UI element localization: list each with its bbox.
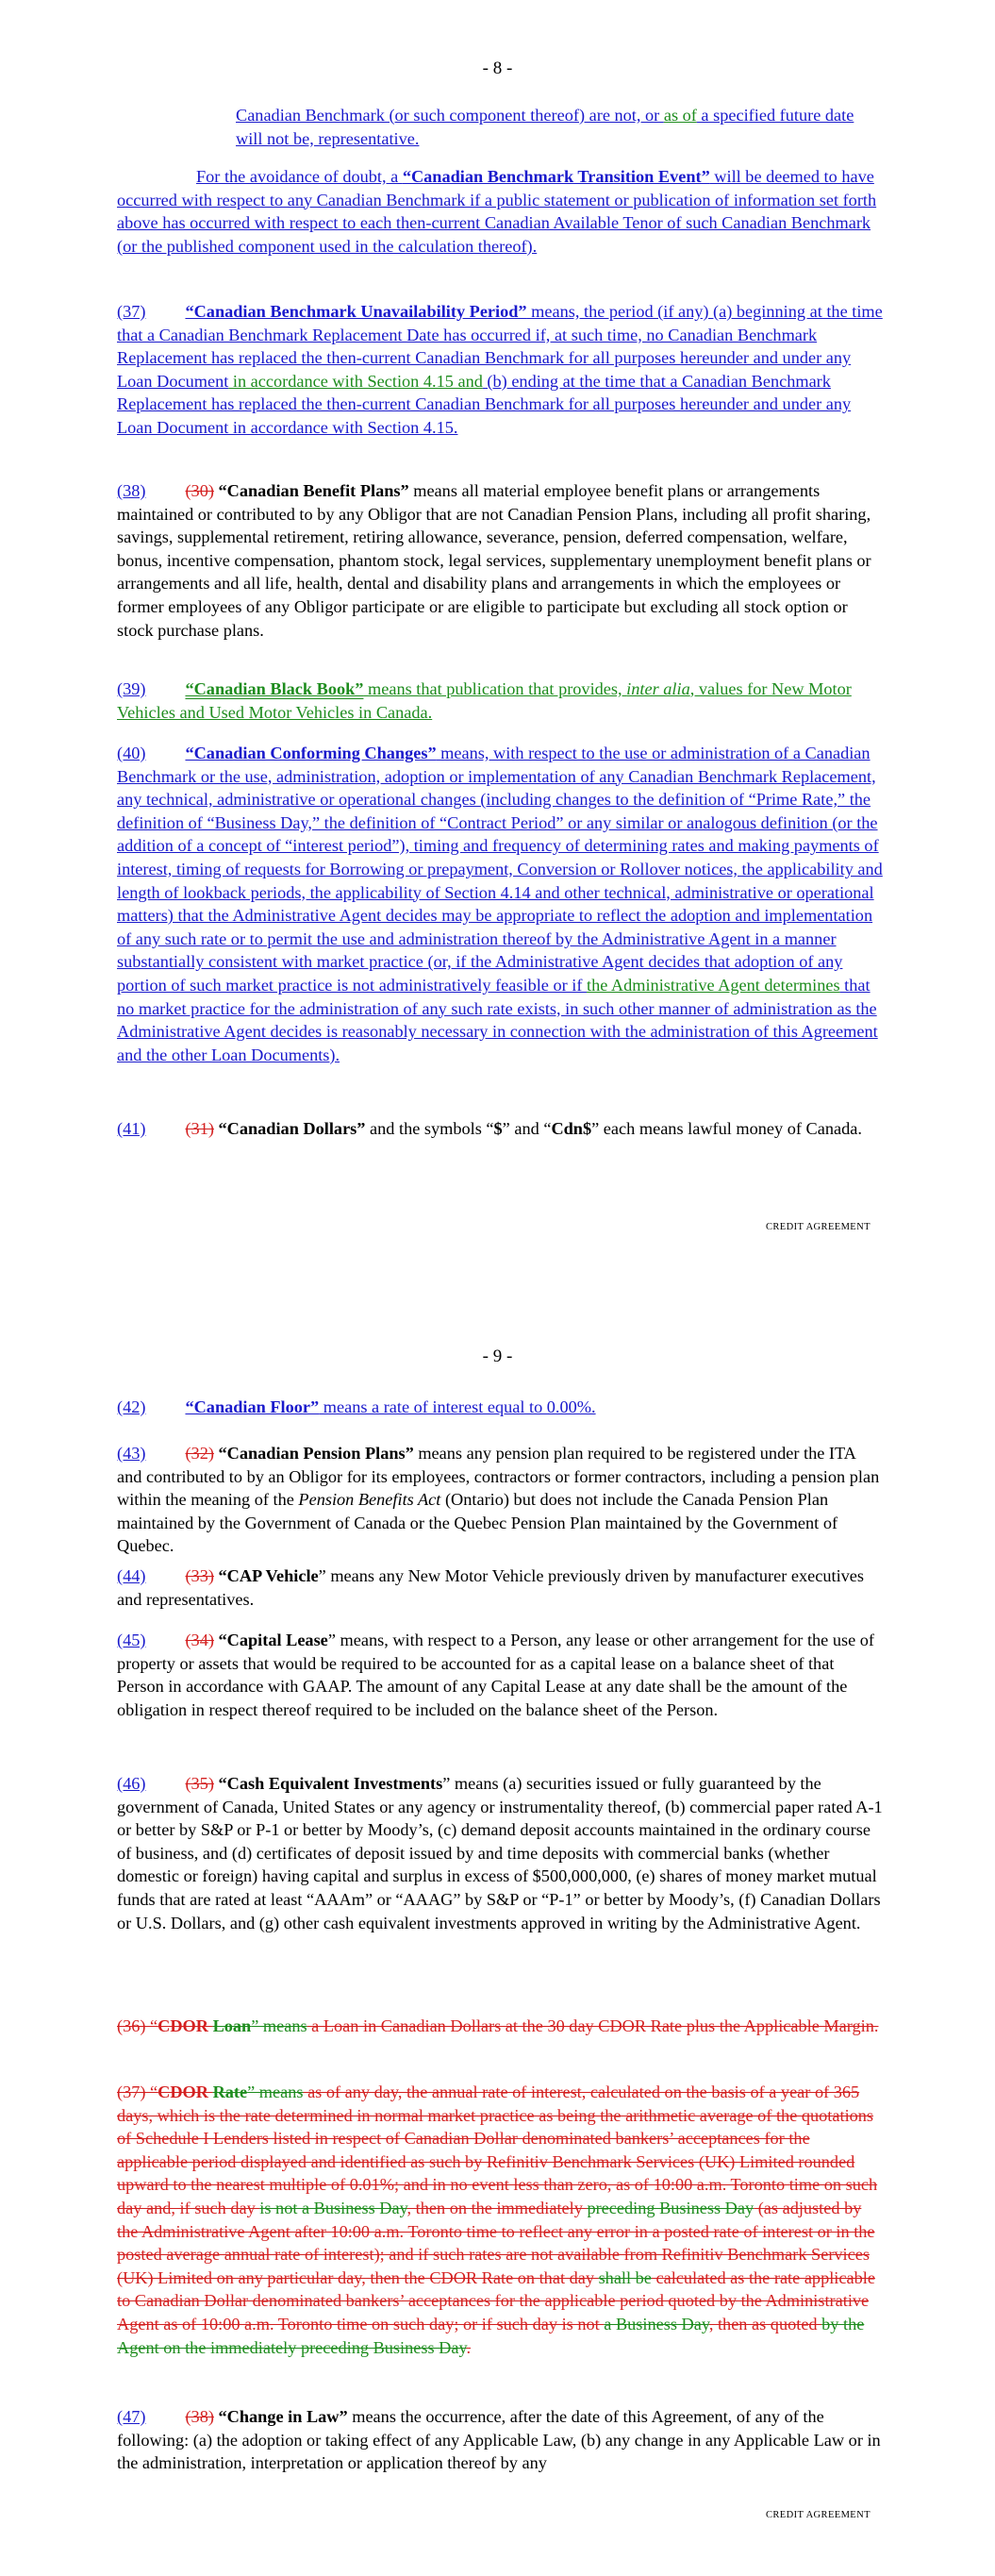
page-number: - 9 - — [482, 1347, 513, 1366]
definition-41: (41) (31) “Canadian Dollars” and the symbols “$” and “Cdn$” each means lawful money of Canada. — [117, 1119, 862, 1138]
definition-45: (45) (34) “Capital Lease” means, with respect to a Person, any lease or other arrangement for the use of property or assets that would be required to be accounted for as a capital lease on a balance sheet of that Person in accordance with GAAP. The amount of any Capital Lease at any date shall be the amount of the obligation in respect thereof required to be included on the balance sheet of the Person. — [117, 1631, 875, 1719]
paragraph-continuation: Canadian Benchmark (or such component thereof) are not, or as of a specified future date will not be, representative. — [236, 106, 854, 148]
definition-46: (46) (35) “Cash Equivalent Investments” means (a) securities issued or fully guaranteed by the government of Canada, United States or any agency or instrumentality thereof, (b) commercial paper rated A-1 or better by S&P or P-1 or better by Moody’s, (c) demand deposit accounts maintained in the ordinary course of business, and (d) certificates of deposit issued by and time deposits with commercial banks (whether domestic or foreign) having capital and surplus in excess of $500,000,000, (e) shares of money market mutual funds that are rated at least “AAAm” or “AAAG” by S&P or “P-1” or better by Moody’s, (f) Canadian Dollars or U.S. Dollars, and (g) other cash equivalent investments approved in writing by the Administrative Agent. — [117, 1774, 883, 1932]
definition-37: (37) “Canadian Benchmark Unavailability Period” means, the period (if any) (a) beginning at the time that a Canadian Benchmark Replacement Date has occurred if, at such time, no Canadian Benchmark Replacement has replaced the then-current Canadian Benchmark for all purposes hereunder and under any Loan Document in accordance with Section 4.15 and (b) ending at the time that a Canadian Benchmark Replacement has replaced the then-current Canadian Benchmark for all purposes hereunder and under any Loan Document in accordance with Section 4.15. — [117, 302, 883, 437]
footer-label: CREDIT AGREEMENT — [766, 1222, 871, 1232]
deleted-definition-37: (37) “CDOR Rate” means as of any day, the annual rate of interest, calculated on the basis of a year of 365 days, which is the rate determined in normal market practice as being the arithmetic average of the quotations of Schedule I Lenders listed in respect of Canadian Dollar denominated bankers’ acceptances for the applicable period displayed and identified as such by Refinitiv Benchmark Services (UK) Limited rounded upward to the nearest multiple of 0.01%; and in no event less than zero, as of 10:00 a.m. Toronto time on such day and, if such day is not a Business Day, then on the immediately preceding Business Day (as adjusted by the Administrative Agent after 10:00 a.m. Toronto time to reflect any error in a posted rate of interest or in the posted average annual rate of interest); and if such rates are not available from Refinitiv Benchmark Services (UK) Limited on any particular day, then the CDOR Rate on that day shall be calculated as the rate applicable to Canadian Dollar denominated bankers’ acceptances for the applicable period quoted by the Administrative Agent as of 10:00 a.m. Toronto time on such day; or if such day is not a Business Day, then as quoted by the Agent on the immediately preceding Business Day. — [117, 2083, 878, 2357]
footer-label: CREDIT AGREEMENT — [766, 2510, 871, 2520]
definition-42: (42) “Canadian Floor” means a rate of interest equal to 0.00%. — [117, 1397, 596, 1416]
deleted-definition-36: (36) “CDOR Loan” means a Loan in Canadian Dollars at the 30 day CDOR Rate plus the Applicable Margin. — [117, 2016, 879, 2035]
definition-44: (44) (33) “CAP Vehicle” means any New Motor Vehicle previously driven by manufacturer executives and representatives. — [117, 1566, 865, 1609]
definition-39: (39) “Canadian Black Book” means that publication that provides, inter alia, values for New Motor Vehicles and Used Motor Vehicles in Canada. — [117, 679, 852, 722]
paragraph-avoidance-of-doubt: For the avoidance of doubt, a “Canadian Benchmark Transition Event” will be deemed to have occurred with respect to any Canadian Benchmark if a public statement or publication of information set forth above has occurred with respect to each then-current Canadian Available Tenor of such Canadian Benchmark (or the published component used in the calculation thereof). — [117, 167, 877, 256]
page-number: - 8 - — [482, 59, 513, 78]
definition-38: (38) (30) “Canadian Benefit Plans” means all material employee benefit plans or arrangements maintained or contributed to by any Obligor that are not Canadian Pension Plans, including all profit sharing, savings, supplemental retirement, retiring allowance, severance, pension, deferred compensation, welfare, bonus, incentive compensation, phantom stock, legal services, supplementary unemployment benefit plans or arrangements and all life, health, dental and disability plans and arrangements in which the employees or former employees of any Obligor participate or are eligible to participate but excluding all stock option or stock purchase plans. — [117, 481, 871, 640]
page-9 — [0, 1288, 995, 2576]
definition-40: (40) “Canadian Conforming Changes” means, with respect to the use or administration of a Canadian Benchmark or the use, administration, adoption or implementation of any Canadian Benchmark Replacement, any technical, administrative or operational changes (including changes to the definition of “Prime Rate,” the definition of “Business Day,” the definition of “Contract Period” or any similar or analogous definition (or the addition of a concept of “interest period”), timing and frequency of determining rates and making payments of interest, timing of requests for Borrowing or prepayment, Conversion or Rollover notices, the applicability and length of lookback periods, the applicability of Section 4.14 and other technical, administrative or operational matters) that the Administrative Agent decides may be appropriate to reflect the adoption and implementation of any such rate or to permit the use and administration thereof by the Administrative Agent in a manner substantially consistent with market practice (or, if the Administrative Agent decides that adoption of any portion of such market practice is not administratively feasible or if the Administrative Agent determines that no market practice for the administration of any such rate exists, in such other manner of administration as the Administrative Agent decides is reasonably necessary in connection with the administration of this Agreement and the other Loan Documents). — [117, 744, 883, 1064]
definition-47: (47) (38) “Change in Law” means the occurrence, after the date of this Agreement, of any of the following: (a) the adoption or taking effect of any Applicable Law, (b) any change in any Applicable Law or in the administration, interpretation or application thereof by any — [117, 2407, 881, 2473]
definition-43: (43) (32) “Canadian Pension Plans” means any pension plan required to be registered under the ITA and contributed to by an Obligor for its employees, contractors or former contractors, including a pension plan within the meaning of the Pension Benefits Act (Ontario) but does not include the Canada Pension Plan maintained by the Government of Canada or the Quebec Pension Plan maintained by the Government of Quebec. — [117, 1444, 880, 1556]
